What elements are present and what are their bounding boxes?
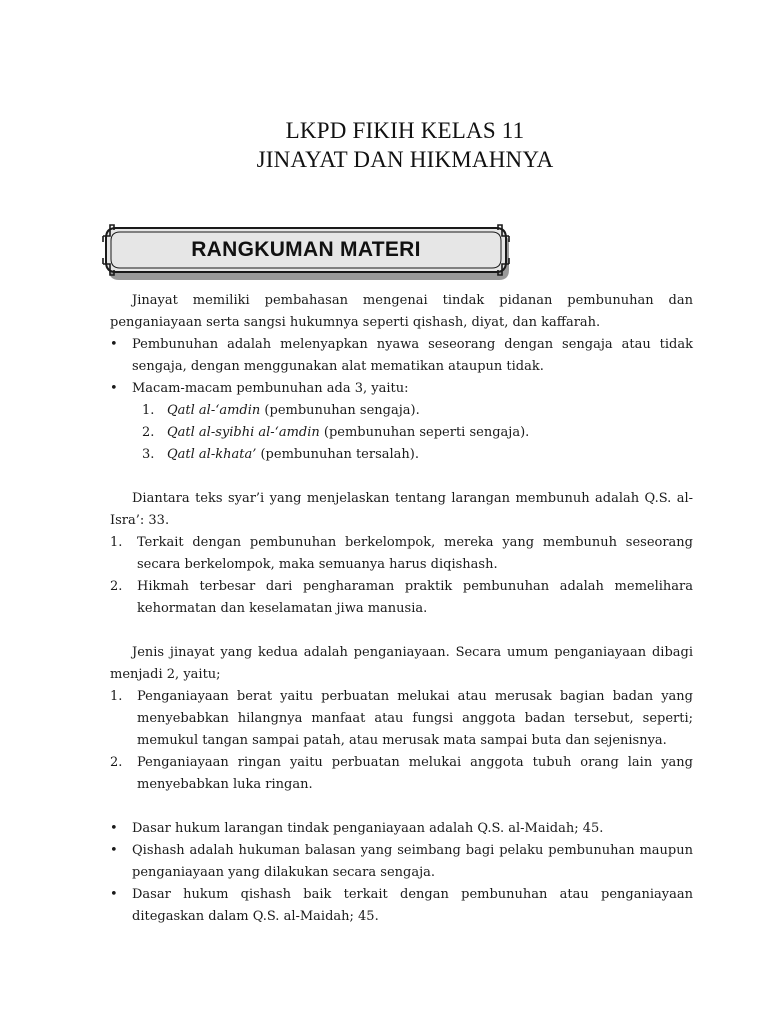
section-banner: [100, 222, 512, 284]
banner-label: RANGKUMAN MATERI: [191, 238, 421, 261]
bullet-marker: •: [110, 821, 118, 836]
bullet-item: [110, 818, 693, 840]
page-title: [0, 116, 768, 174]
bullet-item: [110, 334, 693, 378]
intro-paragraph: Jinayat memiliki pembahasan mengenai tindak pidanan pembunuhan dan penganiayaan serta sangsi hukumnya seperti qishash, diyat, dan kaffarah.: [110, 293, 693, 330]
title-line-2: JINAYAT DAN HIKMAHNYA: [256, 147, 554, 172]
title-line-1: LKPD FIKIH KELAS 11: [285, 118, 525, 143]
list-number: 1.: [110, 689, 123, 704]
numbered-text: Penganiayaan ringan yaitu perbuatan melukai anggota tubuh orang lain yang menyebabkan luka ringan.: [137, 755, 693, 792]
killing-type-item: [110, 422, 693, 444]
bullet-marker: •: [110, 381, 118, 396]
killing-type-term: Qatl al-syibhi al-‘amdin: [167, 425, 320, 440]
numbered-text: Penganiayaan berat yaitu perbuatan melukai atau merusak bagian badan yang menyebabkan hilangnya manfaat atau fungsi anggota badan tersebut, seperti; memukul tangan sampai patah, atau merusak mata sampai buta dan sejenisnya.: [137, 689, 693, 748]
killing-type-item: [110, 400, 693, 422]
document-body: [110, 290, 693, 928]
numbered-text: Terkait dengan pembunuhan berkelompok, mereka yang membunuh seseorang secara berkelompok, maka semuanya harus diqishash.: [137, 535, 693, 572]
bullet-marker: •: [110, 337, 118, 352]
bullet-text: Qishash adalah hukuman balasan yang seimbang bagi pelaku pembunuhan maupun penganiayaan yang dilakukan secara sengaja.: [132, 843, 693, 880]
numbered-item: [110, 532, 693, 576]
killing-type-desc: (pembunuhan seperti sengaja).: [319, 425, 530, 440]
killing-type-item: [110, 444, 693, 466]
bullet-text: Dasar hukum qishash baik terkait dengan pembunuhan atau penganiayaan ditegaskan dalam Q.S. al-Maidah; 45.: [132, 887, 693, 924]
bullet-text: Macam-macam pembunuhan ada 3, yaitu:: [132, 381, 409, 396]
bullet-text: Dasar hukum larangan tindak penganiayaan adalah Q.S. al-Maidah; 45.: [132, 821, 604, 836]
list-number: 3.: [142, 447, 155, 462]
numbered-item: [110, 576, 693, 620]
list-number: 2.: [142, 425, 155, 440]
killing-type-term: Qatl al-‘amdin: [167, 403, 261, 418]
bullet-item: [110, 884, 693, 928]
list-number: 1.: [142, 403, 155, 418]
bullet-item: [110, 378, 693, 400]
section3-paragraph: Jenis jinayat yang kedua adalah penganiayaan. Secara umum penganiayaan dibagi menjadi 2, yaitu;: [110, 645, 693, 682]
bullet-item: [110, 840, 693, 884]
killing-type-desc: (pembunuhan tersalah).: [256, 447, 419, 462]
list-number: 1.: [110, 535, 123, 550]
bullet-text: Pembunuhan adalah melenyapkan nyawa seseorang dengan sengaja atau tidak sengaja, dengan menggunakan alat mematikan ataupun tidak.: [132, 337, 693, 374]
list-number: 2.: [110, 755, 123, 770]
numbered-item: [110, 752, 693, 796]
killing-type-desc: (pembunuhan sengaja).: [260, 403, 420, 418]
bullet-marker: •: [110, 843, 118, 858]
list-number: 2.: [110, 579, 123, 594]
numbered-text: Hikmah terbesar dari pengharaman praktik pembunuhan adalah memelihara kehormatan dan keselamatan jiwa manusia.: [137, 579, 693, 616]
bullet-marker: •: [110, 887, 118, 902]
section2-paragraph: Diantara teks syar’i yang menjelaskan tentang larangan membunuh adalah Q.S. al-Isra’: 33.: [110, 491, 693, 528]
numbered-item: [110, 686, 693, 752]
killing-type-term: Qatl al-khata’: [167, 447, 257, 462]
